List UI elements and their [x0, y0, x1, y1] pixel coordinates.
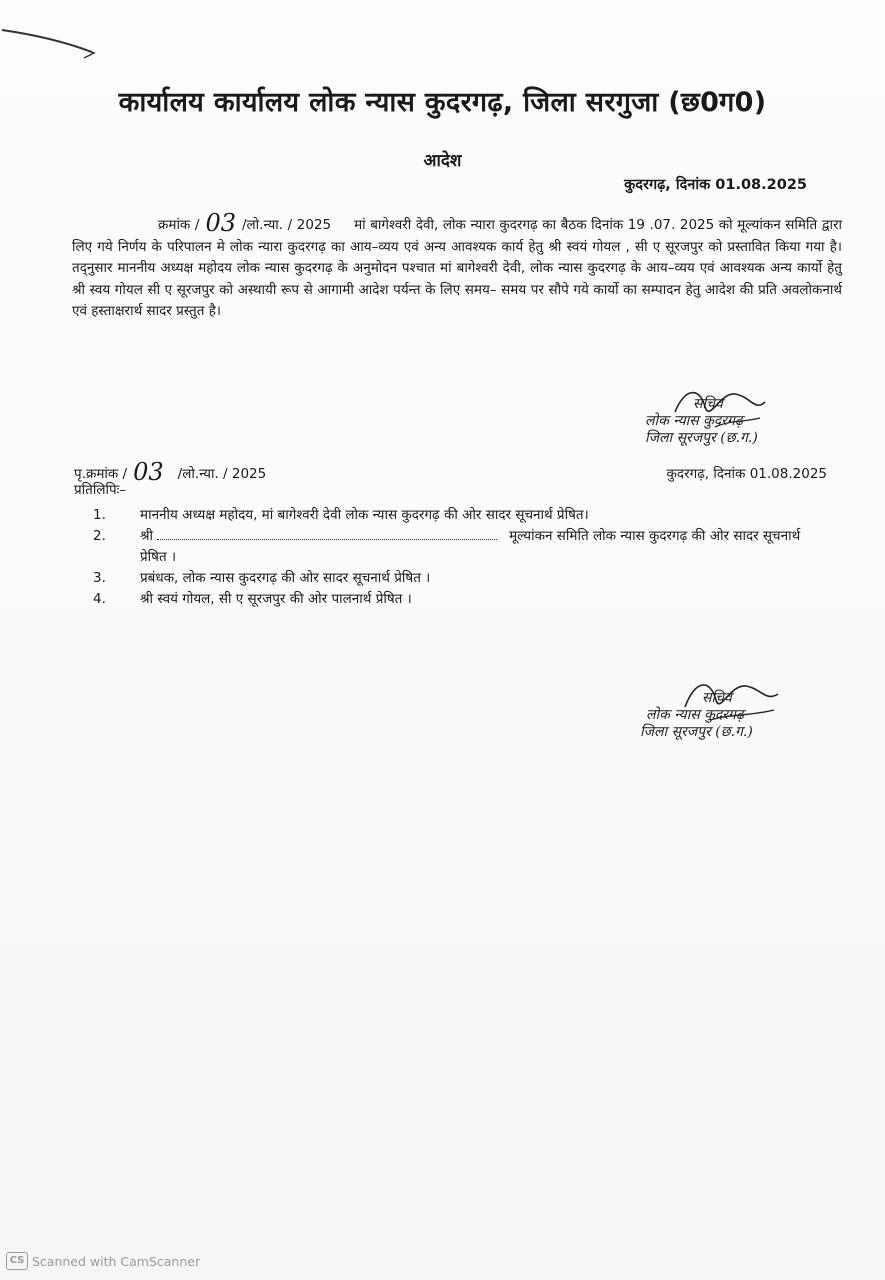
copy-to-list	[90, 505, 810, 610]
order-heading: आदेश	[423, 151, 462, 171]
signature-scribble-icon	[665, 382, 775, 442]
scanner-watermark	[6, 1252, 200, 1270]
signature-2-district: जिला सूरजपुर (छ.ग.)	[640, 724, 753, 740]
list-item: 3. प्रबंधक, लोक न्यास कुदरगढ़ की ओर सादर सूचनार्थ प्रेषित ।	[93, 570, 431, 586]
handwritten-endorsement-number: 03	[133, 458, 164, 486]
signature-1-district: जिला सूरजपुर (छ.ग.)	[645, 430, 758, 446]
endorsement-date: कुदरगढ़, दिनांक 01.08.2025	[666, 466, 827, 482]
order-reference: क्रमांक / 03 /लो.न्या. / 2025	[158, 209, 332, 237]
signature-scribble-icon	[670, 672, 790, 732]
signature-1-designation: सचिव	[693, 396, 723, 412]
list-item: 2. श्री मूल्यांकन समिति लोक न्यास कुदरगढ़ की ओर सादर सूचनार्थ प्रेषित ।	[93, 528, 801, 565]
camscanner-logo-icon: CS	[6, 1252, 28, 1270]
signature-block-1	[645, 396, 758, 447]
signature-1-office: लोक न्यास कुदरगढ़	[645, 413, 743, 429]
list-item: 1. माननीय अध्यक्ष महोदय, मां बागेश्वरी देवी लोक न्यास कुदरगढ़ की ओर सादर सूचनार्थ प्रेषित।	[93, 507, 589, 523]
signature-2-office: लोक न्यास कुदरगढ़	[646, 707, 744, 723]
order-body-text: मां बागेश्वरी देवी, लोक न्यारा कुदरगढ़ का बैठक दिनांक 19 .07. 2025 को मूल्यांकन समिति द्वारा लिए गये निर्णय के परिपालन मे लोक न्यारा कुदरगढ़ का आय–व्यय एवं अन्य आवश्यक कार्य हेतु श्री स्वयं गोयल , सी ए सूरजपुर को प्रस्तावित किया गया है। तद्नुसार माननीय अध्यक्ष महोदय लोक न्यास कुदरगढ़ के अनुमोदन पश्चात मां बागेश्वरी देवी, लोक न्यास कुदरगढ़ के आय–व्यय एवं आवश्यक अन्य कार्यो हेतु श्री स्वय गोयल सी ए सूरजपुर को अस्थायी रूप से आगामी आदेश पर्यन्त के लिए समय– समय पर सौपे गये कार्यो का सम्पादन हेतु आदेश की प्रति अवलोकनार्थ एवं हस्ताक्षरार्थ सादर प्रस्तुत है।	[72, 217, 843, 319]
order-date: कुदरगढ़, दिनांक 01.08.2025	[624, 177, 807, 193]
copy-to-label: प्रतिलिपिः–	[74, 482, 127, 498]
endorsement-reference: पृ.क्रमांक / 03 /लो.न्या. / 2025	[74, 458, 267, 486]
office-title: कार्यालय कार्यालय लोक न्यास कुदरगढ़, जिला सरगुजा (छ0ग0)	[118, 87, 767, 118]
blank-name-line	[157, 527, 497, 540]
list-item: 4. श्री स्वयं गोयल, सी ए सूरजपुर की ओर पालनार्थ प्रेषित ।	[93, 591, 412, 607]
handwritten-ref-number: 03	[205, 209, 236, 237]
scanner-watermark-text: Scanned with CamScanner	[32, 1253, 201, 1269]
signature-block-2	[640, 690, 753, 741]
order-body	[72, 211, 842, 323]
corner-ink-mark	[0, 22, 100, 62]
signature-2-designation: सचिव	[702, 690, 732, 706]
